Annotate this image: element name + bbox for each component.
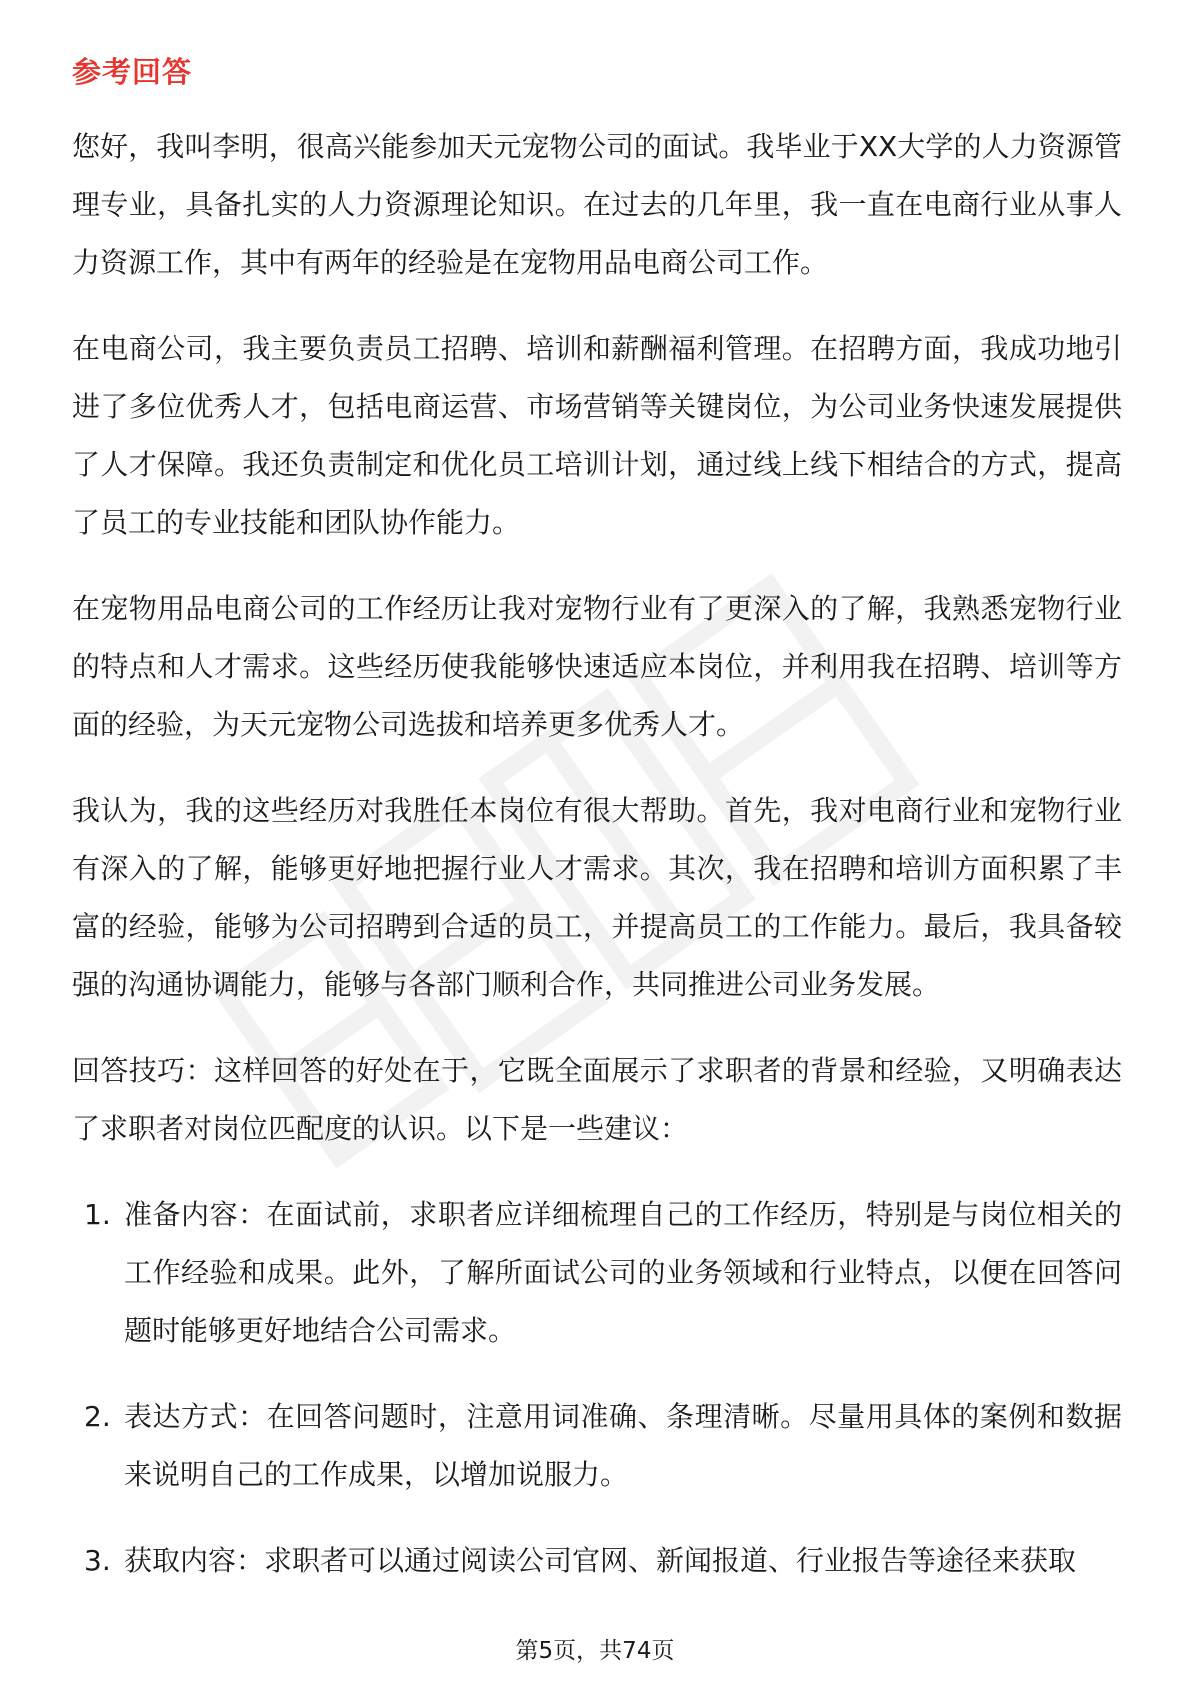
answer-paragraph-2: 在电商公司，我主要负责员工招聘、培训和薪酬福利管理。在招聘方面，我成功地引进了多位优秀人才，包括电商运营、市场营销等关键岗位，为公司业务快速发展提供了人才保障。我还负责制定和优化员工培训计划，通过线上线下相结合的方式，提高了员工的专业技能和团队协作能力。: [72, 332, 1122, 539]
answer-paragraph-1: 您好，我叫李明，很高兴能参加天元宠物公司的面试。我毕业于XX大学的人力资源管理专业，具备扎实的人力资源理论知识。在过去的几年里，我一直在电商行业从事人力资源工作，其中有两年的经验是在宠物用品电商公司工作。: [72, 130, 1122, 279]
list-item-text: 表达方式：在回答问题时，注意用词准确、条理清晰。尽量用具体的案例和数据来说明自己的工作成果，以增加说服力。: [124, 1400, 1122, 1491]
list-item-text: 获取内容：求职者可以通过阅读公司官网、新闻报道、行业报告等途径来获取: [124, 1544, 1077, 1577]
tips-intro: 回答技巧：这样回答的好处在于，它既全面展示了求职者的背景和经验，又明确表达了求职者对岗位匹配度的认识。以下是一些建议：: [72, 1054, 1122, 1145]
list-item-text: 准备内容：在面试前，求职者应详细梳理自己的工作经历，特别是与岗位相关的工作经验和成果。此外，了解所面试公司的业务领域和行业特点，以便在回答问题时能够更好地结合公司需求。: [124, 1198, 1122, 1347]
list-item: [72, 1532, 1122, 1590]
list-item-number: 2.: [84, 1400, 111, 1433]
section-title: 参考回答: [72, 55, 193, 89]
page-footer: 第5页，共74页: [515, 1638, 675, 1664]
tips-list: [72, 1186, 1122, 1590]
answer-paragraph-4: 我认为，我的这些经历对我胜任本岗位有很大帮助。首先，我对电商行业和宠物行业有深入的了解，能够更好地把握行业人才需求。其次，我在招聘和培训方面积累了丰富的经验，能够为公司招聘到合适的员工，并提高员工的工作能力。最后，我具备较强的沟通协调能力，能够与各部门顺利合作，共同推进公司业务发展。: [72, 794, 1122, 1001]
list-item-number: 1.: [84, 1198, 111, 1231]
answer-paragraph-3: 在宠物用品电商公司的工作经历让我对宠物行业有了更深入的了解，我熟悉宠物行业的特点和人才需求。这些经历使我能够快速适应本岗位，并利用我在招聘、培训等方面的经验，为天元宠物公司选拔和培养更多优秀人才。: [72, 592, 1122, 741]
main-content: [72, 118, 1122, 1618]
list-item: [72, 1388, 1122, 1504]
list-item-number: 3.: [84, 1544, 111, 1577]
list-item: [72, 1186, 1122, 1360]
